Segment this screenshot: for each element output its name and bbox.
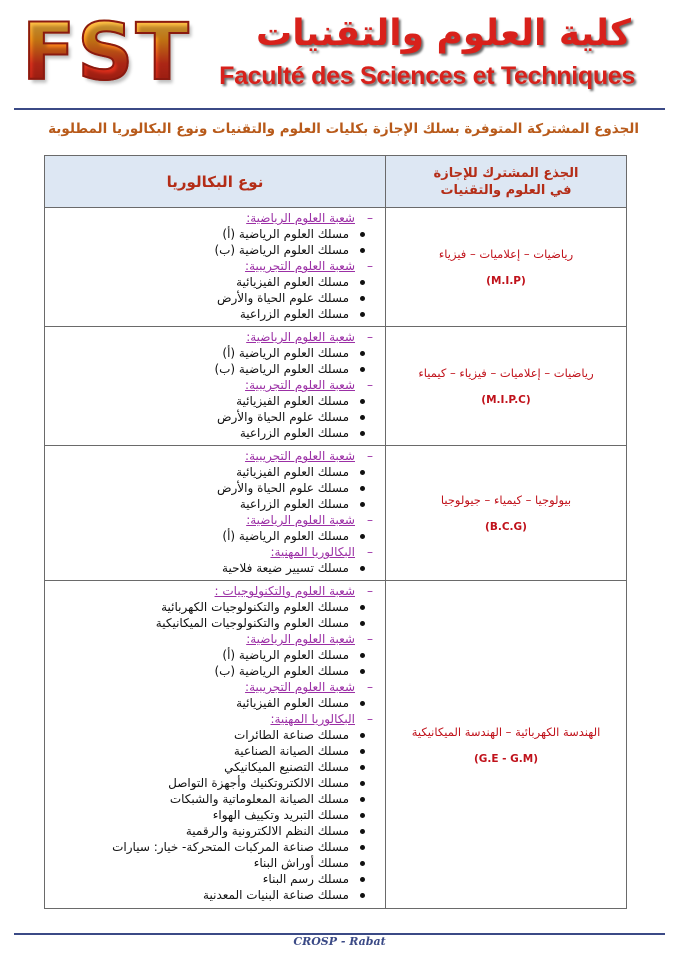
table-row [45, 581, 627, 909]
trunks-table [44, 155, 627, 909]
trunk-name: الهندسة الكهربائية – الهندسة الميكانيكية [411, 724, 601, 739]
track-item: مسلك الصيانة الصناعية [49, 743, 379, 759]
track-item: مسلك العلوم الفيزيائية [49, 464, 379, 480]
track-list [49, 560, 379, 576]
stream-title-text: شعبة العلوم التجريبية: [245, 680, 355, 694]
faculty-name-arabic: كلية العلوم والتقنيات [256, 13, 631, 54]
track-item: مسلك صناعة المركبات المتحركة- خيار: سيارات [49, 839, 379, 855]
page-subtitle: الجذوع المشتركة المتوفرة بسلك الإجازة بكليات العلوم والتقنيات ونوع البكالوريا المطلوبة [48, 121, 639, 137]
trunk-name: رياضيات – إعلاميات – فيزياء – كيمياء [418, 366, 594, 380]
track-item: مسلك العلوم الزراعية [49, 306, 379, 322]
table-row [45, 446, 627, 581]
stream-title [49, 711, 379, 727]
stream-title [49, 448, 379, 464]
track-list [49, 464, 379, 512]
bac-stream [49, 679, 379, 711]
fst-logo: FST [22, 8, 191, 98]
track-item: مسلك العلوم الرياضية (أ) [49, 226, 379, 242]
track-item: مسلك التبريد وتكييف الهواء [49, 807, 379, 823]
bac-stream [49, 512, 379, 544]
track-item: مسلك علوم الحياة والأرض [49, 290, 379, 306]
stream-title-text: شعبة العلوم التجريبية: [245, 378, 355, 392]
track-item: مسلك علوم الحياة والأرض [49, 409, 379, 425]
stream-title [49, 679, 379, 695]
track-list [49, 599, 379, 631]
stream-title [49, 377, 379, 393]
stream-title-text: شعبة العلوم التجريبية: [245, 259, 355, 273]
stream-title [49, 258, 379, 274]
track-item: مسلك صناعة البنيات المعدنية [49, 887, 379, 903]
track-item: مسلك العلوم الرياضية (ب) [49, 242, 379, 258]
bac-stream [49, 377, 379, 441]
track-item: مسلك العلوم الرياضية (أ) [49, 345, 379, 361]
trunk-code: (G.E - G.M) [473, 752, 539, 765]
trunk-code: (M.I.P) [486, 275, 526, 287]
bac-stream [49, 448, 379, 512]
track-list [49, 345, 379, 377]
track-item: مسلك الصيانة المعلوماتية والشبكات [49, 791, 379, 807]
track-item: مسلك علوم الحياة والأرض [49, 480, 379, 496]
track-list [49, 274, 379, 322]
track-item: مسلك العلوم الزراعية [49, 496, 379, 512]
table-row [45, 327, 627, 446]
track-item: مسلك الالكتروتكنيك وأجهزة التواصل [49, 775, 379, 791]
header-trunk [386, 156, 627, 208]
bac-stream [49, 210, 379, 258]
track-list [49, 727, 379, 903]
footer-text: CROSP - Rabat [283, 936, 395, 948]
trunk-name: بيولوجيا – كيمياء – جيولوجيا [440, 493, 572, 507]
trunk-cell [386, 581, 627, 909]
bac-stream [49, 583, 379, 631]
track-list [49, 647, 379, 679]
table-row [45, 208, 627, 327]
bac-stream [49, 329, 379, 377]
track-item: مسلك العلوم والتكنولوجيات الكهربائية [49, 599, 379, 615]
stream-title-text: شعبة العلوم الرياضية: [246, 330, 355, 344]
stream-title-text: شعبة العلوم الرياضية: [246, 513, 355, 527]
stream-title-text: شعبة العلوم التجريبية: [245, 449, 355, 463]
stream-title-text: البكالوريا المهنية: [270, 712, 355, 726]
track-item: مسلك العلوم الفيزيائية [49, 274, 379, 290]
track-item: مسلك العلوم والتكنولوجيات الميكانيكية [49, 615, 379, 631]
trunk-code: (B.C.G) [485, 521, 527, 533]
trunk-cell [386, 208, 627, 327]
bac-stream [49, 258, 379, 322]
bac-stream [49, 711, 379, 903]
track-item: مسلك رسم البناء [49, 871, 379, 887]
stream-title [49, 583, 379, 599]
track-item: مسلك العلوم الزراعية [49, 425, 379, 441]
track-item: مسلك العلوم الرياضية (أ) [49, 528, 379, 544]
stream-title-text: شعبة العلوم والتكنولوجيات : [214, 584, 355, 598]
track-item: مسلك العلوم الرياضية (ب) [49, 361, 379, 377]
track-item: مسلك تسيير ضيعة فلاحية [49, 560, 379, 576]
header-trunk-line2: في العلوم والتقنيات [440, 182, 572, 198]
header-bac-type: نوع البكالوريا [45, 156, 386, 208]
track-item: مسلك صناعة الطائرات [49, 727, 379, 743]
bac-cell [45, 208, 386, 327]
track-item: مسلك النظم الالكترونية والرقمية [49, 823, 379, 839]
stream-title-text: البكالوريا المهنية: [270, 545, 355, 559]
trunk-cell [386, 446, 627, 581]
track-item: مسلك العلوم الرياضية (ب) [49, 663, 379, 679]
bac-stream [49, 544, 379, 576]
header [0, 0, 679, 108]
table-body [45, 208, 627, 909]
bac-cell [45, 446, 386, 581]
track-item: مسلك العلوم الفيزيائية [49, 695, 379, 711]
stream-title [49, 544, 379, 560]
track-list [49, 226, 379, 258]
trunk-code: (M.I.P.C) [481, 394, 531, 406]
trunk-cell [386, 327, 627, 446]
header-divider [14, 108, 665, 110]
bac-stream [49, 631, 379, 679]
stream-title-text: شعبة العلوم الرياضية: [246, 211, 355, 225]
bac-cell [45, 581, 386, 909]
stream-title [49, 329, 379, 345]
track-item: مسلك أوراش البناء [49, 855, 379, 871]
track-list [49, 528, 379, 544]
stream-title [49, 210, 379, 226]
stream-title-text: شعبة العلوم الرياضية: [246, 632, 355, 646]
footer-divider [14, 933, 665, 935]
trunk-name: رياضيات – إعلاميات – فيزياء [438, 247, 574, 261]
track-list [49, 695, 379, 711]
faculty-name-french: Faculté des Sciences et Techniques [219, 62, 635, 90]
track-item: مسلك التصنيع الميكانيكي [49, 759, 379, 775]
stream-title [49, 512, 379, 528]
header-trunk-line1: الجذع المشترك للإجازة [433, 165, 579, 181]
table-header-row [45, 156, 627, 208]
track-list [49, 393, 379, 441]
track-item: مسلك العلوم الفيزيائية [49, 393, 379, 409]
track-item: مسلك العلوم الرياضية (أ) [49, 647, 379, 663]
bac-cell [45, 327, 386, 446]
stream-title [49, 631, 379, 647]
